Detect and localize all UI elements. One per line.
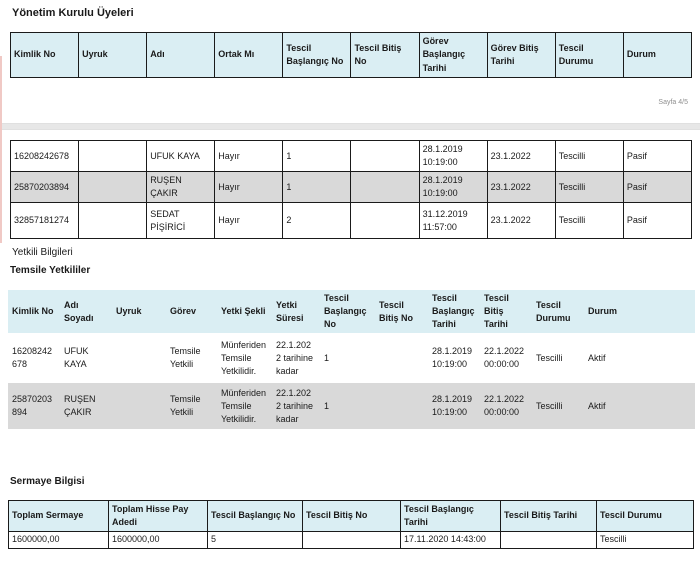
page-break-divider	[0, 123, 700, 130]
cell: 5	[208, 532, 303, 549]
cell: 28.1.2019 10:19:00	[419, 141, 487, 172]
table-row	[11, 141, 692, 172]
cell: Pasif	[623, 203, 691, 239]
column-header: Tescil Durumu	[597, 501, 694, 532]
column-header: Kimlik No	[8, 290, 60, 333]
column-header: Durum	[623, 33, 691, 78]
column-header: Adı	[147, 33, 215, 78]
column-header: Tescil Bitiş No	[351, 33, 419, 78]
table-row	[8, 333, 695, 383]
cell: 23.1.2022	[487, 203, 555, 239]
table-row	[11, 172, 692, 203]
column-header: Tescil Durumu	[555, 33, 623, 78]
cell: Aktif	[584, 383, 695, 429]
column-header: Ortak Mı	[215, 33, 283, 78]
column-header: Uyruk	[79, 33, 147, 78]
column-header: Görev	[166, 290, 217, 333]
cell: Tescilli	[555, 141, 623, 172]
cell: Tescilli	[555, 203, 623, 239]
column-header: Toplam Sermaye	[9, 501, 109, 532]
column-header: Görev Bitiş Tarihi	[487, 33, 555, 78]
cell: UFUK KAYA	[60, 333, 112, 383]
column-header: Tescil Başlangıç Tarihi	[428, 290, 480, 333]
cell: Pasif	[623, 141, 691, 172]
cell: 28.1.2019 10:19:00	[428, 383, 480, 429]
cell: 1	[283, 172, 351, 203]
column-header: Yetki Süresi	[272, 290, 320, 333]
cell: 1	[283, 141, 351, 172]
cell: 22.1.2022 00:00:00	[480, 333, 532, 383]
cell: 2	[283, 203, 351, 239]
table-row	[9, 532, 694, 549]
capital-table	[8, 500, 694, 549]
cell	[501, 532, 597, 549]
cell: Temsile Yetkili	[166, 333, 217, 383]
column-header: Tescil Durumu	[532, 290, 584, 333]
column-header: Tescil Başlangıç No	[320, 290, 375, 333]
cell	[79, 203, 147, 239]
cell	[112, 383, 166, 429]
cell: 23.1.2022	[487, 141, 555, 172]
cell	[351, 141, 419, 172]
table-header-row	[8, 290, 695, 333]
page-number-label: Sayfa 4/5	[658, 99, 688, 106]
cell: 25870203894	[8, 383, 60, 429]
cell: Tescilli	[532, 383, 584, 429]
cell: 22.1.2022 00:00:00	[480, 383, 532, 429]
column-header: Görev Başlangıç Tarihi	[419, 33, 487, 78]
column-header: Adı Soyadı	[60, 290, 112, 333]
cell: 22.1.2022 tarihine kadar	[272, 333, 320, 383]
cell: Münferiden Temsile Yetkilidir.	[217, 383, 272, 429]
cell: Tescilli	[555, 172, 623, 203]
cell: RUŞEN ÇAKIR	[147, 172, 215, 203]
column-header: Durum	[584, 290, 695, 333]
cell: 31.12.2019 11:57:00	[419, 203, 487, 239]
cell: Tescilli	[532, 333, 584, 383]
column-header: Tescil Bitiş Tarihi	[501, 501, 597, 532]
cell	[351, 203, 419, 239]
table-row	[11, 203, 692, 239]
cell	[79, 172, 147, 203]
cell	[303, 532, 401, 549]
left-edge-artifact	[0, 56, 2, 243]
cell	[112, 333, 166, 383]
cell	[375, 333, 428, 383]
cell: 1600000,00	[109, 532, 208, 549]
column-header: Yetki Şekli	[217, 290, 272, 333]
cell: Aktif	[584, 333, 695, 383]
cell: 1600000,00	[9, 532, 109, 549]
table-row	[8, 383, 695, 429]
cell: SEDAT PİŞİRİCİ	[147, 203, 215, 239]
column-header: Toplam Hisse Pay Adedi	[109, 501, 208, 532]
cell: 25870203894	[11, 172, 79, 203]
board-section-title: Yönetim Kurulu Üyeleri	[12, 7, 134, 19]
capital-section-title: Sermaye Bilgisi	[10, 476, 85, 487]
cell: Tescilli	[597, 532, 694, 549]
cell	[375, 383, 428, 429]
cell: 1	[320, 383, 375, 429]
representatives-table	[8, 290, 695, 429]
cell: Pasif	[623, 172, 691, 203]
cell: Hayır	[215, 203, 283, 239]
cell	[351, 172, 419, 203]
cell: 23.1.2022	[487, 172, 555, 203]
authority-section-title: Yetkili Bilgileri	[12, 247, 73, 258]
cell: 17.11.2020 14:43:00	[401, 532, 501, 549]
column-header: Tescil Bitiş Tarihi	[480, 290, 532, 333]
column-header: Kimlik No	[11, 33, 79, 78]
cell: 22.1.2022 tarihine kadar	[272, 383, 320, 429]
cell: 28.1.2019 10:19:00	[419, 172, 487, 203]
cell: 16208242678	[8, 333, 60, 383]
column-header: Tescil Başlangıç No	[283, 33, 351, 78]
column-header: Uyruk	[112, 290, 166, 333]
cell	[79, 141, 147, 172]
cell: Temsile Yetkili	[166, 383, 217, 429]
table-header-row	[11, 33, 692, 78]
cell: 32857181274	[11, 203, 79, 239]
cell: Hayır	[215, 172, 283, 203]
column-header: Tescil Bitiş No	[375, 290, 428, 333]
cell: RUŞEN ÇAKIR	[60, 383, 112, 429]
cell: UFUK KAYA	[147, 141, 215, 172]
cell: Hayır	[215, 141, 283, 172]
column-header: Tescil Başlangıç Tarihi	[401, 501, 501, 532]
cell: 1	[320, 333, 375, 383]
cell: 28.1.2019 10:19:00	[428, 333, 480, 383]
board-table	[10, 140, 692, 239]
representatives-subtitle: Temsile Yetkililer	[10, 265, 91, 276]
table-header-row	[9, 501, 694, 532]
board-table-header	[10, 32, 692, 78]
column-header: Tescil Başlangıç No	[208, 501, 303, 532]
column-header: Tescil Bitiş No	[303, 501, 401, 532]
cell: 16208242678	[11, 141, 79, 172]
cell: Münferiden Temsile Yetkilidir.	[217, 333, 272, 383]
